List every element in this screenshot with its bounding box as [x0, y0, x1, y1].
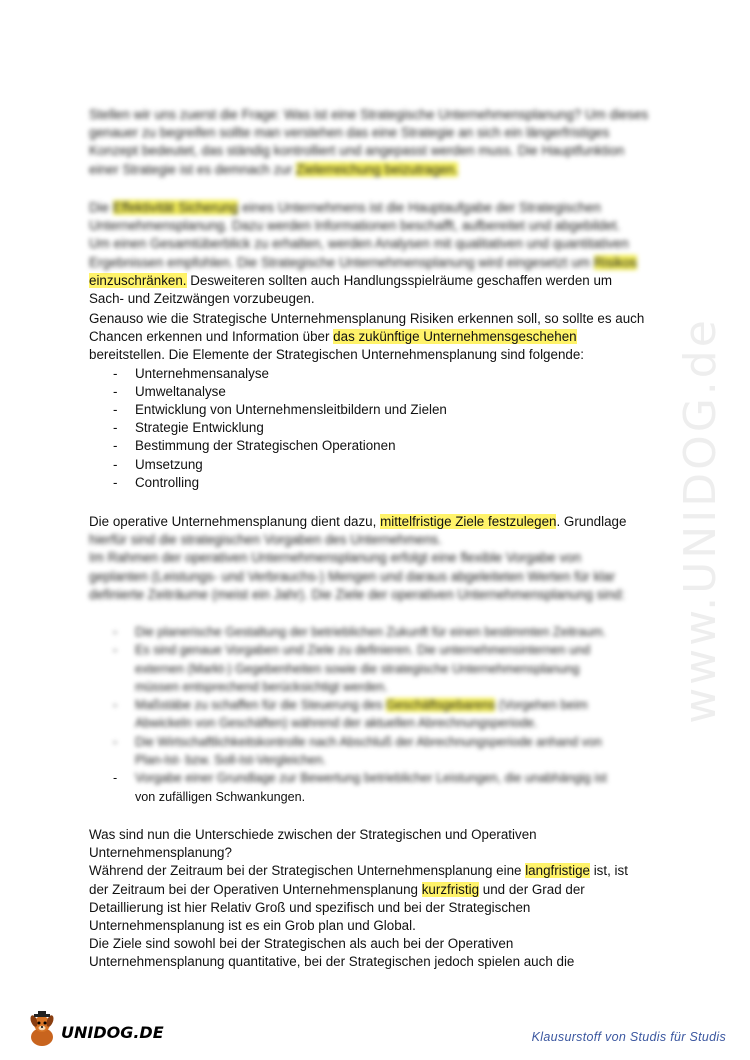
text-line: der Zeitraum bei der Operativen Unternehmensplanung kurzfristig und der Grad der — [89, 881, 585, 897]
elements-list — [89, 365, 679, 492]
watermark-text: www.UNIDOG.de — [674, 316, 726, 724]
text-line: Unternehmensplanung ist es ein Grob plan und Global. — [89, 918, 416, 934]
highlight: Geschäftsgebarens — [386, 698, 496, 713]
list-item: - Die Wirtschaftlichkeitskontrolle nach Abschluß der Abrechnungsperiode anhand von Plan-Ist- bzw. Soll-Ist-Vergleichen. — [89, 733, 679, 770]
text-line: Die Effektivität Sicherung eines Unternehmens ist die Hauptaufgabe der Strategischen — [89, 200, 601, 215]
text-line: Unternehmensplanung? — [89, 845, 232, 861]
operative-goals-list — [89, 623, 679, 806]
list-item: - Strategie Entwicklung — [89, 419, 679, 437]
footer-logo[interactable] — [25, 1012, 164, 1052]
highlight: Effektivität Sicherung — [112, 200, 239, 215]
paragraph-unterschiede — [89, 826, 679, 972]
paragraph-chancen — [89, 310, 679, 492]
list-item: - Es sind genaue Vorgaben und Ziele zu definieren. Die unternehmensinternen und externen (Markt-) Gegebenheiten sowie die strategische Unternehmensplanung müssen entsprechend berücksichtigt werden. — [89, 641, 679, 696]
paragraph-intro — [89, 106, 679, 179]
highlight: langfristige — [525, 863, 590, 879]
text-line: genauer zu begreifen sollte man verstehen das eine Strategie an sich ein längerfristiges — [89, 125, 610, 141]
list-item: - Umweltanalyse — [89, 383, 679, 401]
text-line: einer Strategie ist es demnach zur Zielerreichung beizutragen. — [89, 161, 459, 177]
list-item: - Unternehmensanalyse — [89, 365, 679, 383]
highlight: mittelfristige Ziele festzulegen — [380, 514, 557, 529]
text-line: hierfür sind die strategischen Vorgaben des Unternehmens. — [89, 532, 442, 548]
dog-icon — [25, 1011, 59, 1054]
text-line: Ergebnissen empfohlen. Die Strategische Unternehmensplanung wird eingesetzt um Risikos — [89, 254, 637, 270]
list-item: - Vorgabe einer Grundlage zur Bewertung betrieblicher Leistungen, die unabhängig ist von zufälligen Schwankungen. — [89, 769, 679, 806]
highlight: Zielerreichung beizutragen. — [295, 161, 459, 177]
text-line: definierte Zeiträume (meist ein Jahr). Die Ziele der operativen Unternehmensplanung sind: — [89, 586, 625, 602]
text-line: Genauso wie die Strategische Unternehmensplanung Risiken erkennen soll, so sollte es auch — [89, 311, 645, 326]
text-line: geplanten (Leistungs- und Verbrauchs-) Mengen und daraus abgeleiteten Werten für klar — [89, 568, 616, 584]
list-item: - Bestimmung der Strategischen Operationen — [89, 437, 679, 455]
text-line: Konzept bedeutet, das ständig kontrolliert und angepasst werden muss. Die Hauptfunktion — [89, 143, 625, 159]
text-line: Unternehmensplanung. Dazu werden Informationen beschafft, aufbereitet und abgebildet. — [89, 218, 621, 234]
text-line: Während der Zeitraum bei der Strategischen Unternehmensplanung eine langfristige ist, ist — [89, 863, 628, 879]
text-line: Die Ziele sind sowohl bei der Strategischen als auch bei der Operativen — [89, 936, 514, 952]
paragraph-effektivitaet — [89, 199, 679, 308]
text-line: einzuschränken. Desweiteren sollten auch Handlungsspielräume geschaffen werden um — [89, 272, 613, 288]
text-line: Chancen erkennen und Information über das zukünftige Unternehmensgeschehen — [89, 329, 577, 345]
logo-text: UNIDOG.DE — [61, 1022, 164, 1042]
paragraph-operativ — [89, 513, 679, 604]
list-item: - Die planerische Gestaltung der betrieblichen Zukunft für einen bestimmten Zeitraum. — [89, 623, 679, 641]
list-item: - Maßstäbe zu schaffen für die Steuerung des Geschäftsgebarens (Vorgehen beim Abwickeln von Geschäften) während der aktuellen Abrechnungsperiode. — [89, 696, 679, 733]
text-line: Detaillierung ist hier Relativ Groß und spezifisch und bei der Strategischen — [89, 899, 531, 915]
text-line: bereitstellen. Die Elemente der Strategischen Unternehmensplanung sind folgende: — [89, 347, 585, 363]
text-line: Stellen wir uns zuerst die Frage: Was ist eine Strategische Unternehmensplanung? Um dieses — [89, 107, 649, 122]
list-item: - Umsetzung — [89, 456, 679, 474]
text-line: Unternehmensplanung quantitative, bei der Strategischen jedoch spielen auch die — [89, 954, 575, 970]
text-line: Die operative Unternehmensplanung dient dazu, mittelfristige Ziele festzulegen. Grundlage — [89, 514, 627, 529]
text-line: Was sind nun die Unterschiede zwischen der Strategischen und Operativen — [89, 827, 537, 842]
highlight: kurzfristig — [421, 881, 480, 897]
list-item: - Entwicklung von Unternehmensleitbildern und Zielen — [89, 401, 679, 419]
highlight: Risikos — [593, 254, 637, 270]
text-line: Um einen Gesamtüberblick zu erhalten, werden Analysen mit qualitativen und quantitativen — [89, 236, 629, 252]
footer-claim: Klausurstoff von Studis für Studis — [531, 1030, 726, 1044]
text-line: Sach- und Zeitzwängen vorzubeugen. — [89, 291, 315, 307]
list-item: - Controlling — [89, 474, 679, 492]
text-line: Im Rahmen der operativen Unternehmensplanung erfolgt eine flexible Vorgabe von — [89, 550, 582, 566]
highlight: das zukünftige Unternehmensgeschehen — [333, 329, 577, 345]
highlight: einzuschränken. — [89, 272, 187, 288]
